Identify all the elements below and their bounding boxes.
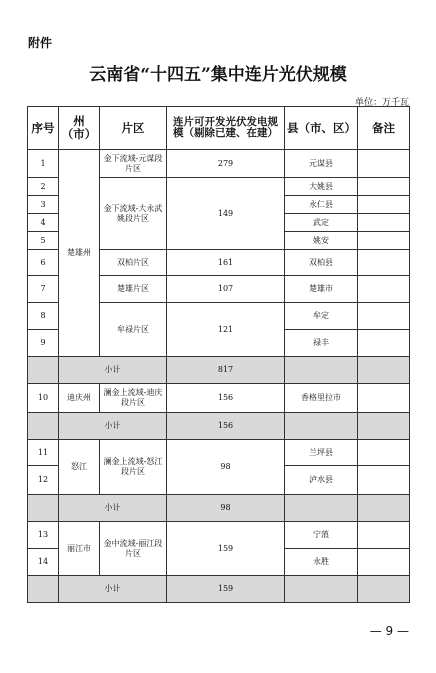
remark-cell	[358, 495, 410, 522]
table-row	[28, 150, 410, 178]
row-number: 7	[28, 276, 59, 303]
subtotal-row	[28, 576, 410, 603]
capacity-cell: 149	[167, 178, 285, 250]
table-header-row	[28, 107, 410, 150]
area-cell: 金下流域-元谋段片区	[100, 150, 167, 178]
row-number	[28, 495, 59, 522]
capacity-cell: 161	[167, 250, 285, 276]
area-cell: 金下流域-大永武姚段片区	[100, 178, 167, 250]
table-row	[28, 440, 410, 466]
county-cell: 双柏县	[285, 250, 358, 276]
subtotal-value: 98	[167, 495, 285, 522]
remark-cell	[358, 466, 410, 495]
remark-cell	[358, 196, 410, 214]
row-number: 5	[28, 232, 59, 250]
county-cell	[285, 495, 358, 522]
table-row	[28, 522, 410, 549]
column-header: 序号	[28, 107, 59, 150]
remark-cell	[358, 150, 410, 178]
remark-cell	[358, 303, 410, 330]
area-cell: 牟禄片区	[100, 303, 167, 357]
remark-cell	[358, 440, 410, 466]
remark-cell	[358, 178, 410, 196]
row-number: 2	[28, 178, 59, 196]
capacity-cell: 98	[167, 440, 285, 495]
county-cell: 永胜	[285, 549, 358, 576]
capacity-cell: 121	[167, 303, 285, 357]
prefecture-cell: 丽江市	[59, 522, 100, 576]
document-title: 云南省“十四五”集中连片光伏规模	[89, 65, 347, 85]
remark-cell	[358, 232, 410, 250]
column-header: 备注	[358, 107, 410, 150]
subtotal-label: 小计	[59, 413, 167, 440]
county-cell: 元谋县	[285, 150, 358, 178]
subtotal-label: 小计	[59, 576, 167, 603]
row-number	[28, 576, 59, 603]
county-cell	[285, 413, 358, 440]
row-number: 9	[28, 330, 59, 357]
subtotal-value: 817	[167, 357, 285, 384]
area-cell: 金中流域-丽江段片区	[100, 522, 167, 576]
table-row	[28, 384, 410, 413]
prefecture-cell: 楚雄州	[59, 150, 100, 357]
subtotal-row	[28, 357, 410, 384]
remark-cell	[358, 413, 410, 440]
unit-label: 单位：万千瓦	[354, 98, 409, 108]
row-number: 12	[28, 466, 59, 495]
row-number: 6	[28, 250, 59, 276]
county-cell	[285, 576, 358, 603]
area-cell: 澜金上流域-迪庆段片区	[100, 384, 167, 413]
county-cell: 兰坪县	[285, 440, 358, 466]
subtotal-label: 小计	[59, 495, 167, 522]
row-number: 3	[28, 196, 59, 214]
row-number: 4	[28, 214, 59, 232]
county-cell: 姚安	[285, 232, 358, 250]
subtotal-label: 小计	[59, 357, 167, 384]
row-number: 14	[28, 549, 59, 576]
page-number: — 9 —	[369, 624, 409, 638]
capacity-cell: 156	[167, 384, 285, 413]
area-cell: 澜金上流域-怒江段片区	[100, 440, 167, 495]
area-cell: 楚雄片区	[100, 276, 167, 303]
column-header: 县（市、区）	[285, 107, 358, 150]
subtotal-row	[28, 413, 410, 440]
capacity-cell: 107	[167, 276, 285, 303]
column-header: 州（市）	[59, 107, 100, 150]
county-cell: 禄丰	[285, 330, 358, 357]
column-header: 连片可开发光伏发电规模（剔除已建、在建）	[167, 107, 285, 150]
subtotal-value: 159	[167, 576, 285, 603]
remark-cell	[358, 384, 410, 413]
county-cell: 牟定	[285, 303, 358, 330]
area-cell: 双柏片区	[100, 250, 167, 276]
row-number	[28, 357, 59, 384]
county-cell: 宁蒗	[285, 522, 358, 549]
row-number: 13	[28, 522, 59, 549]
row-number: 1	[28, 150, 59, 178]
attachment-label: 附件	[28, 36, 53, 50]
remark-cell	[358, 549, 410, 576]
row-number: 8	[28, 303, 59, 330]
county-cell: 泸水县	[285, 466, 358, 495]
row-number: 11	[28, 440, 59, 466]
capacity-table	[27, 106, 410, 603]
subtotal-value: 156	[167, 413, 285, 440]
remark-cell	[358, 576, 410, 603]
county-cell: 香格里拉市	[285, 384, 358, 413]
capacity-cell: 159	[167, 522, 285, 576]
remark-cell	[358, 357, 410, 384]
prefecture-cell: 迪庆州	[59, 384, 100, 413]
remark-cell	[358, 276, 410, 303]
subtotal-row	[28, 495, 410, 522]
county-cell: 永仁县	[285, 196, 358, 214]
remark-cell	[358, 522, 410, 549]
column-header: 片区	[100, 107, 167, 150]
county-cell: 武定	[285, 214, 358, 232]
prefecture-cell: 怒江	[59, 440, 100, 495]
row-number: 10	[28, 384, 59, 413]
county-cell: 楚雄市	[285, 276, 358, 303]
remark-cell	[358, 214, 410, 232]
capacity-cell: 279	[167, 150, 285, 178]
remark-cell	[358, 250, 410, 276]
county-cell	[285, 357, 358, 384]
remark-cell	[358, 330, 410, 357]
county-cell: 大姚县	[285, 178, 358, 196]
row-number	[28, 413, 59, 440]
